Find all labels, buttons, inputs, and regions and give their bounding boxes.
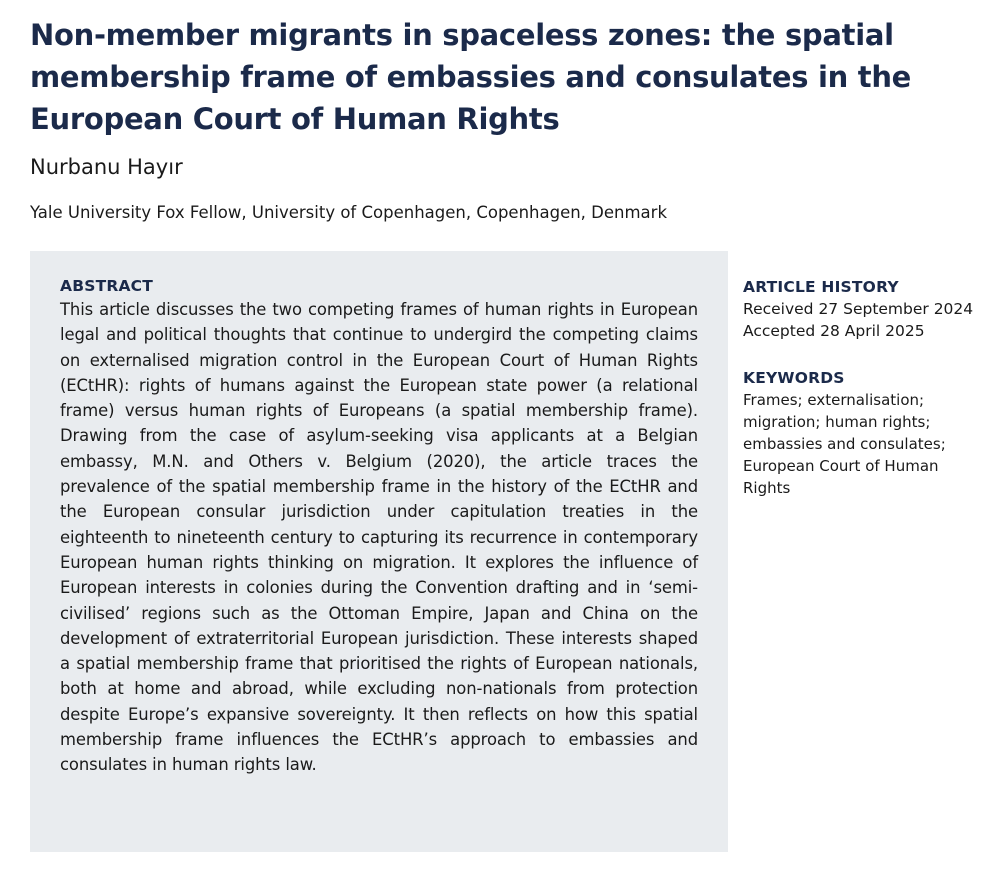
keywords-heading: KEYWORDS	[743, 369, 845, 387]
abstract-heading: ABSTRACT	[60, 277, 154, 295]
keywords-section	[743, 367, 983, 499]
article-title: Non-member migrants in spaceless zones: the spatial membership frame of embassies and consulates in the European Court of Human Rights	[30, 18, 912, 136]
article-history	[743, 276, 983, 342]
keywords-list: Frames; externalisation; migration; human rights; embassies and consulates; European Court of Human Rights	[743, 391, 946, 497]
received-date: Received 27 September 2024	[743, 300, 974, 318]
author-name: Nurbanu Hayır	[30, 155, 183, 179]
accepted-date: Accepted 28 April 2025	[743, 322, 925, 340]
article-history-heading: ARTICLE HISTORY	[743, 278, 899, 296]
abstract-panel	[30, 251, 728, 852]
abstract-text: This article discusses the two competing frames of human rights in European legal and political thoughts that continue to undergird the competing claims on externalised migration control in the European Court of Human Rights (ECtHR): rights of humans against the European state power (a relational frame) versus human rights of Europeans (a spatial membership frame). Drawing from the case of asylum-seeking visa applicants at a Belgian embassy, M.N. and Others v. Belgium (2020), the article traces the prevalence of the spatial membership frame in the history of the ECtHR and the European consular jurisdiction under capitulation treaties in the eighteenth to nineteenth century to capturing its recurrence in contemporary European human rights thinking on migration. It explores the influence of European interests in colonies during the Convention drafting and in ‘semi-civilised’ regions such as the Ottoman Empire, Japan and China on the development of extraterritorial European jurisdiction. These interests shaped a spatial membership frame that prioritised the rights of European nationals, both at home and abroad, while excluding non-nationals from protection despite Europe’s expansive sovereignty. It then reflects on how this spatial membership frame influences the ECtHR’s approach to embassies and consulates in human rights law.	[60, 300, 698, 775]
author-affiliation: Yale University Fox Fellow, University of Copenhagen, Copenhagen, Denmark	[30, 203, 668, 222]
